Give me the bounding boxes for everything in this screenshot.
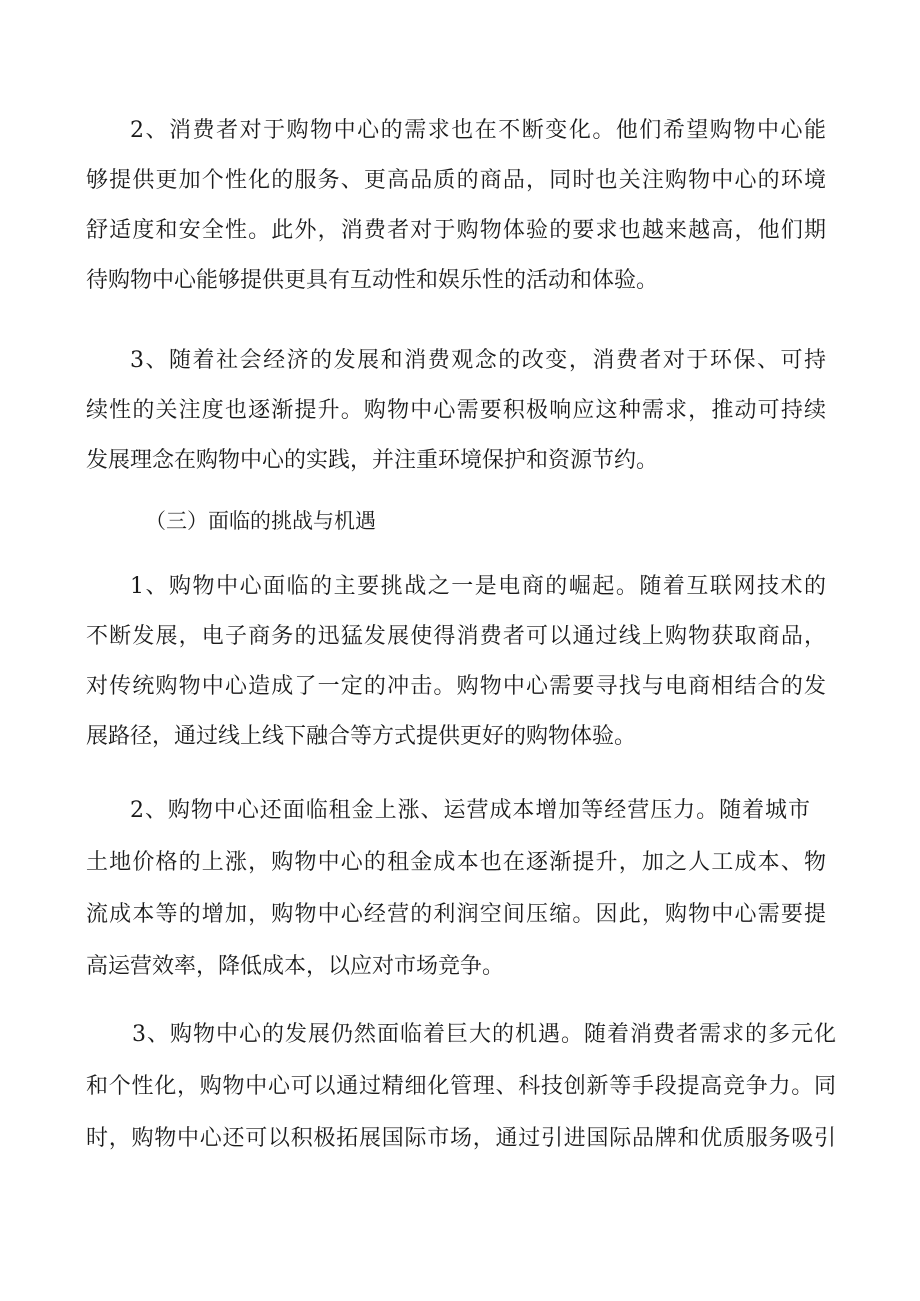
text-line: 1、购物中心面临的主要挑战之一是电商的崛起。随着互联网技术的 [130, 574, 826, 599]
text-line: 土地价格的上涨，购物中心的租金成本也在逐渐提升，加之人工成本、物 [86, 850, 826, 875]
text-line: 展路径，通过线上线下融合等方式提供更好的购物体验。 [86, 724, 637, 749]
text-line: 够提供更加个性化的服务、更高品质的商品，同时也关注购物中心的环境 [86, 168, 826, 193]
text-line: 3、购物中心的发展仍然面临着巨大的机遇。随着消费者需求的多元化 [132, 1022, 836, 1047]
text-line: 时，购物中心还可以积极拓展国际市场，通过引进国际品牌和优质服务吸引 [86, 1126, 836, 1151]
text-line: 2、消费者对于购物中心的需求也在不断变化。他们希望购物中心能 [130, 118, 826, 143]
text-line: 2、购物中心还面临租金上涨、运营成本增加等经营压力。随着城市 [130, 798, 810, 823]
text-line: 和个性化，购物中心可以通过精细化管理、科技创新等手段提高竞争力。同 [86, 1074, 836, 1099]
text-line: 3、随着社会经济的发展和消费观念的改变，消费者对于环保、可持 [130, 348, 826, 373]
text-line: 不断发展，电子商务的迅猛发展使得消费者可以通过线上购物获取商品， [86, 624, 826, 649]
text-line: 舒适度和安全性。此外，消费者对于购物体验的要求也越来越高，他们期 [86, 218, 826, 243]
text-line: 续性的关注度也逐渐提升。购物中心需要积极响应这种需求，推动可持续 [86, 398, 826, 423]
text-line: 发展理念在购物中心的实践，并注重环境保护和资源节约。 [86, 448, 659, 473]
text-line: 待购物中心能够提供更具有互动性和娱乐性的活动和体验。 [86, 268, 659, 293]
text-line: 对传统购物中心造成了一定的冲击。购物中心需要寻找与电商相结合的发 [86, 674, 826, 699]
section-heading: （三）面临的挑战与机遇 [145, 509, 376, 533]
text-line: 流成本等的增加，购物中心经营的利润空间压缩。因此，购物中心需要提 [86, 902, 826, 927]
text-line: 高运营效率，降低成本，以应对市场竞争。 [86, 954, 505, 979]
